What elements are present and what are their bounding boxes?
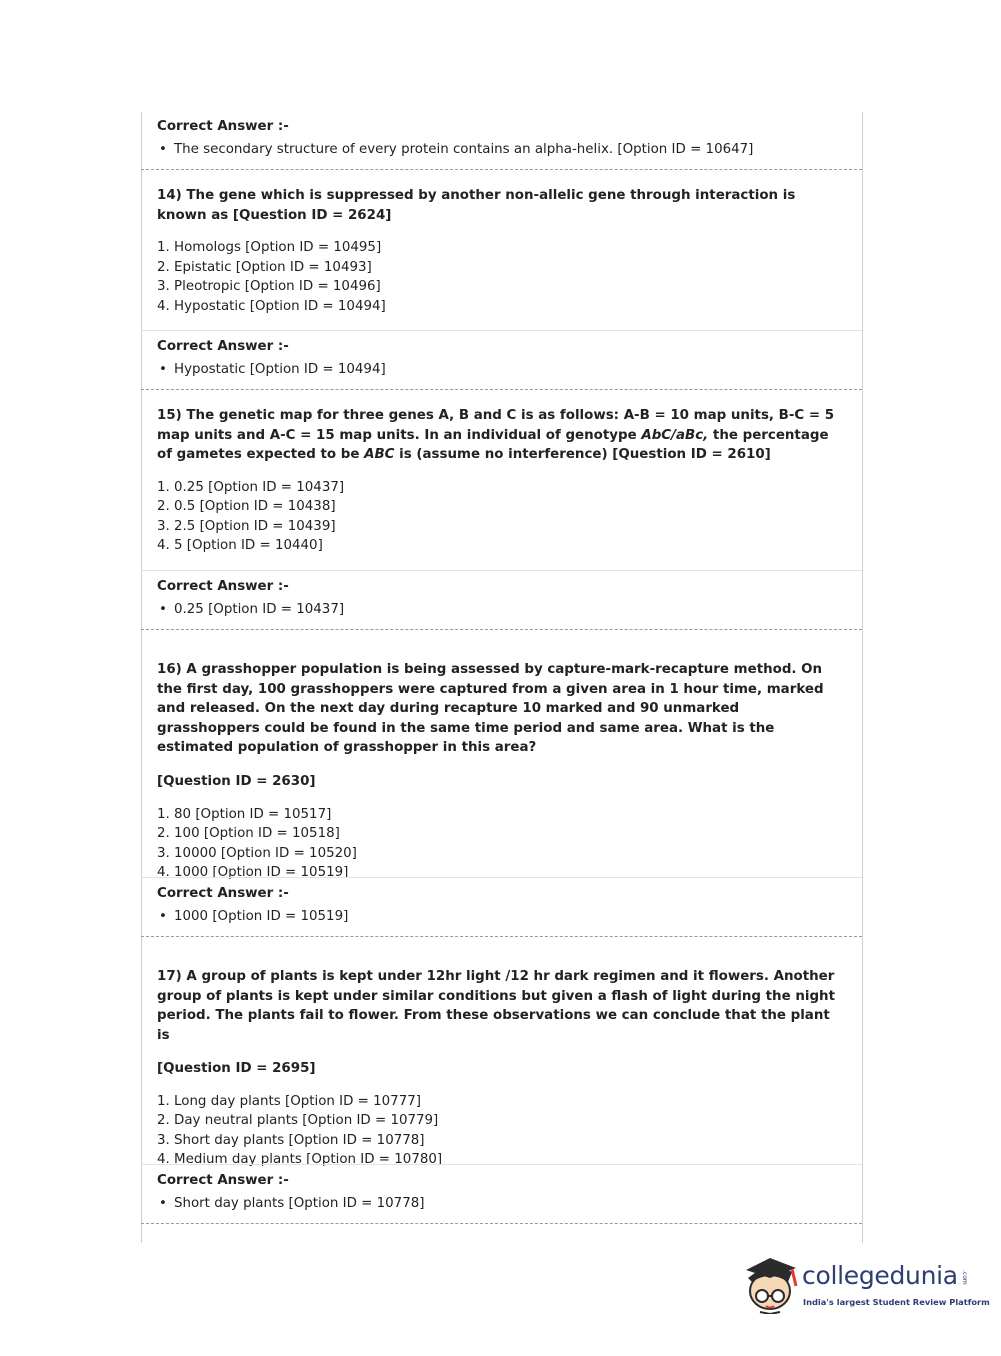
answer-heading: Correct Answer :-: [157, 886, 289, 901]
answer-heading: Correct Answer :-: [157, 579, 289, 594]
question-text: 16) A grasshopper population is being assessed by capture-mark-recapture method. On the first day, 100 grasshoppers were captured from a given area in 1 hour time, marked and released. On the next day during recapture 10 marked and 90 unmarked grasshoppers could be found in the same time period and same area. What is the estimated population of grasshopper in this area?: [157, 662, 824, 756]
options-list: [157, 805, 845, 883]
question-id: [Question ID = 2695]: [157, 1061, 316, 1077]
option-item: 1. 80 [Option ID = 10517]: [157, 806, 332, 822]
option-item: 2. Epistatic [Option ID = 10493]: [157, 259, 372, 275]
option-item: 3. Short day plants [Option ID = 10778]: [157, 1132, 425, 1148]
question-text-part: 15) The genetic map for three genes A, B and C is as follows: A-B = 10 map units, B-C = 5 map units and A-C = 15 map units. In an individual of genotype: [157, 408, 835, 443]
option-item: 1. Long day plants [Option ID = 10777]: [157, 1093, 421, 1109]
option-item: 1. 0.25 [Option ID = 10437]: [157, 479, 345, 495]
prev-answer-section: [141, 117, 861, 160]
question-17: [141, 967, 861, 1170]
answer-14: [141, 337, 861, 380]
option-item: 4. 5 [Option ID = 10440]: [157, 538, 323, 554]
option-item: 3. 2.5 [Option ID = 10439]: [157, 518, 336, 534]
answer-heading: Correct Answer :-: [157, 119, 289, 134]
question-text: [157, 406, 845, 465]
divider: [141, 169, 862, 170]
question-16: [141, 660, 861, 883]
separator: [141, 1164, 862, 1165]
separator: [141, 330, 862, 331]
separator: [141, 877, 862, 878]
question-text-part: the percentage of gametes expected to be: [157, 427, 829, 463]
divider: [141, 629, 862, 630]
answer-16: [141, 884, 861, 927]
question-14: [141, 186, 861, 316]
correct-answer: • Hypostatic [Option ID = 10494]: [157, 360, 845, 380]
question-text-part: is (assume no interference) [Question ID = 2610]: [394, 447, 771, 463]
divider: [141, 389, 862, 390]
brand-tagline: India's largest Student Review Platform: [803, 1297, 990, 1307]
option-item: 4. Hypostatic [Option ID = 10494]: [157, 298, 386, 314]
option-item: 3. Pleotropic [Option ID = 10496]: [157, 279, 381, 295]
options-list: [157, 478, 845, 556]
divider: [141, 1223, 862, 1224]
gamete: ABC: [364, 447, 395, 463]
question-text: 14) The gene which is suppressed by another non-allelic gene through interaction is known as [Question ID = 2624]: [157, 188, 796, 223]
option-item: 2. Day neutral plants [Option ID = 10779]: [157, 1113, 439, 1129]
option-item: 2. 100 [Option ID = 10518]: [157, 826, 340, 842]
divider: [141, 936, 862, 937]
options-list: [157, 238, 845, 316]
mascot-icon: [740, 1248, 800, 1314]
brand-name: collegedunia: [802, 1261, 958, 1290]
question-text: 17) A group of plants is kept under 12hr light /12 hr dark regimen and it flowers. Another group of plants is kept under similar conditions but given a flash of light during the night period. The plants fail to flower. From these observations we can conclude that the plant is: [157, 969, 835, 1043]
question-15: [141, 406, 861, 556]
option-item: 4. 1000 [Option ID = 10519]: [157, 865, 349, 881]
option-item: 2. 0.5 [Option ID = 10438]: [157, 499, 336, 515]
question-id: [Question ID = 2630]: [157, 773, 316, 789]
answer-heading: Correct Answer :-: [157, 1173, 289, 1188]
options-list: [157, 1092, 845, 1170]
separator: [141, 570, 862, 571]
correct-answer: • The secondary structure of every protein contains an alpha-helix. [Option ID = 10647]: [157, 140, 845, 160]
collegedunia-logo: [740, 1248, 990, 1320]
brand-suffix: .com: [961, 1270, 968, 1285]
correct-answer: • 0.25 [Option ID = 10437]: [157, 600, 845, 620]
correct-answer: • 1000 [Option ID = 10519]: [157, 907, 845, 927]
answer-15: [141, 577, 861, 620]
answer-17: [141, 1171, 861, 1214]
option-item: 3. 10000 [Option ID = 10520]: [157, 845, 357, 861]
correct-answer: • Short day plants [Option ID = 10778]: [157, 1194, 845, 1214]
option-item: 1. Homologs [Option ID = 10495]: [157, 240, 382, 256]
option-item: 4. Medium day plants [Option ID = 10780]: [157, 1152, 443, 1168]
genotype: AbC/aBc,: [641, 427, 709, 443]
answer-heading: Correct Answer :-: [157, 339, 289, 354]
